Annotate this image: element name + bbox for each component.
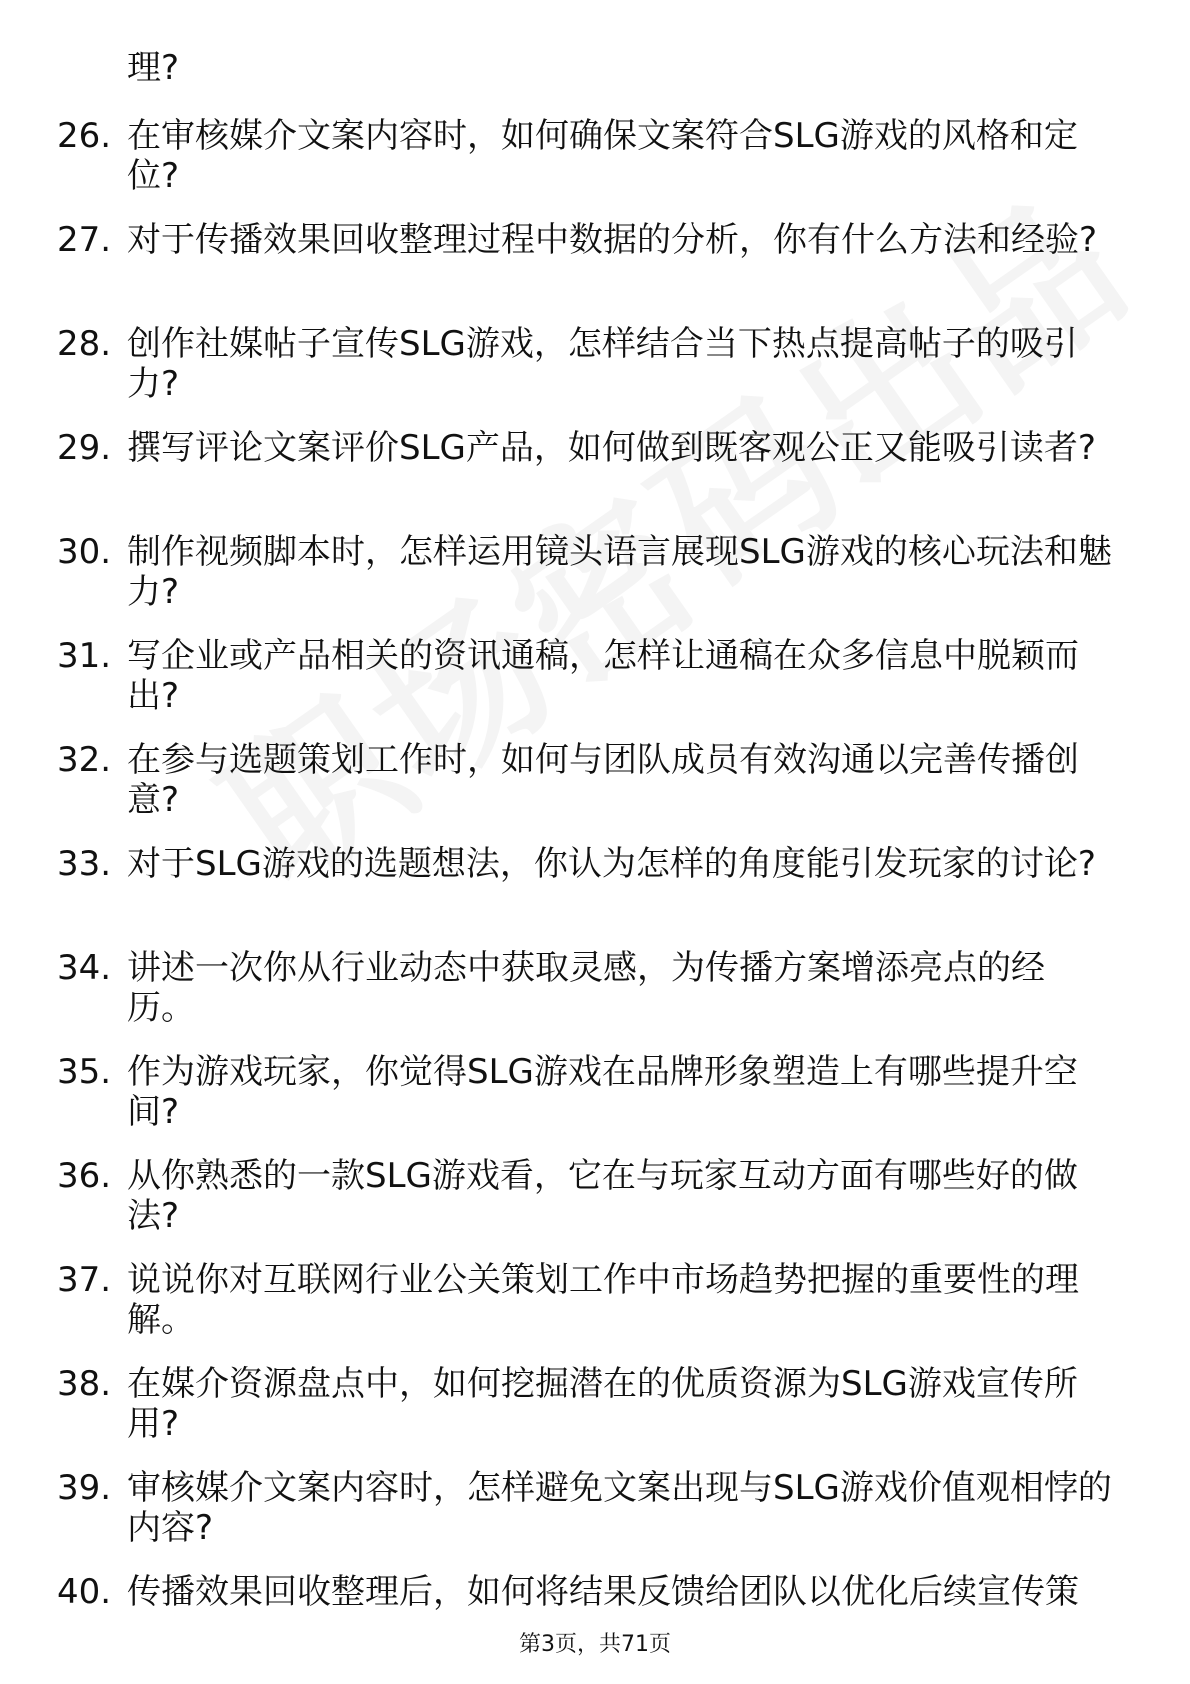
question-number: 35. xyxy=(57,1052,112,1092)
list-item xyxy=(0,1042,1190,1146)
list-item xyxy=(0,730,1190,834)
list-item xyxy=(0,1146,1190,1250)
question-number: 28. xyxy=(57,324,112,364)
question-text: 写企业或产品相关的资讯通稿，怎样让通稿在众多信息中脱颖而出? xyxy=(127,636,1079,716)
question-text: 对于SLG游戏的选题想法，你认为怎样的角度能引发玩家的讨论? xyxy=(127,844,1096,884)
question-number: 29. xyxy=(57,428,112,468)
question-number: 31. xyxy=(57,636,112,676)
list-item xyxy=(0,938,1190,1042)
list-item xyxy=(0,314,1190,418)
question-text: 从你熟悉的一款SLG游戏看，它在与玩家互动方面有哪些好的做法? xyxy=(127,1156,1078,1236)
question-text: 在媒介资源盘点中，如何挖掘潜在的优质资源为SLG游戏宣传所用? xyxy=(127,1364,1078,1444)
question-text: 对于传播效果回收整理过程中数据的分析，你有什么方法和经验? xyxy=(127,220,1098,260)
list-item xyxy=(0,1458,1190,1562)
question-text: 作为游戏玩家，你觉得SLG游戏在品牌形象塑造上有哪些提升空间? xyxy=(127,1052,1078,1132)
page-footer: 第3页，共71页 xyxy=(519,1632,671,1657)
question-number: 26. xyxy=(57,116,112,156)
list-item xyxy=(0,522,1190,626)
list-item xyxy=(0,1250,1190,1354)
list-item xyxy=(0,834,1190,938)
question-number: 36. xyxy=(57,1156,112,1196)
question-text: 审核媒介文案内容时，怎样避免文案出现与SLG游戏价值观相悖的内容? xyxy=(127,1468,1112,1548)
question-number: 30. xyxy=(57,532,112,572)
question-text: 传播效果回收整理后，如何将结果反馈给团队以优化后续宣传策 xyxy=(127,1572,1079,1612)
list-item xyxy=(0,106,1190,210)
question-number: 37. xyxy=(57,1260,112,1300)
question-number: 27. xyxy=(57,220,112,260)
question-number: 33. xyxy=(57,844,112,884)
question-number: 39. xyxy=(57,1468,112,1508)
list-item xyxy=(0,418,1190,522)
list-item xyxy=(0,210,1190,314)
list-item xyxy=(0,1354,1190,1458)
question-number: 40. xyxy=(57,1572,112,1612)
question-text: 说说你对互联网行业公关策划工作中市场趋势把握的重要性的理解。 xyxy=(127,1260,1079,1340)
question-number: 38. xyxy=(57,1364,112,1404)
question-text: 创作社媒帖子宣传SLG游戏，怎样结合当下热点提高帖子的吸引力? xyxy=(127,324,1078,404)
list-item xyxy=(0,626,1190,730)
question-text: 撰写评论文案评价SLG产品，如何做到既客观公正又能吸引读者? xyxy=(127,428,1096,468)
question-text: 在参与选题策划工作时，如何与团队成员有效沟通以完善传播创意? xyxy=(127,740,1079,820)
question-number: 34. xyxy=(57,948,112,988)
question-number: 32. xyxy=(57,740,112,780)
continuation-text: 理? xyxy=(127,48,180,88)
question-text: 讲述一次你从行业动态中获取灵感，为传播方案增添亮点的经历。 xyxy=(127,948,1045,1028)
question-list xyxy=(0,106,1190,1666)
question-text: 在审核媒介文案内容时，如何确保文案符合SLG游戏的风格和定位? xyxy=(127,116,1078,196)
question-text: 制作视频脚本时，怎样运用镜头语言展现SLG游戏的核心玩法和魅力? xyxy=(127,532,1112,612)
